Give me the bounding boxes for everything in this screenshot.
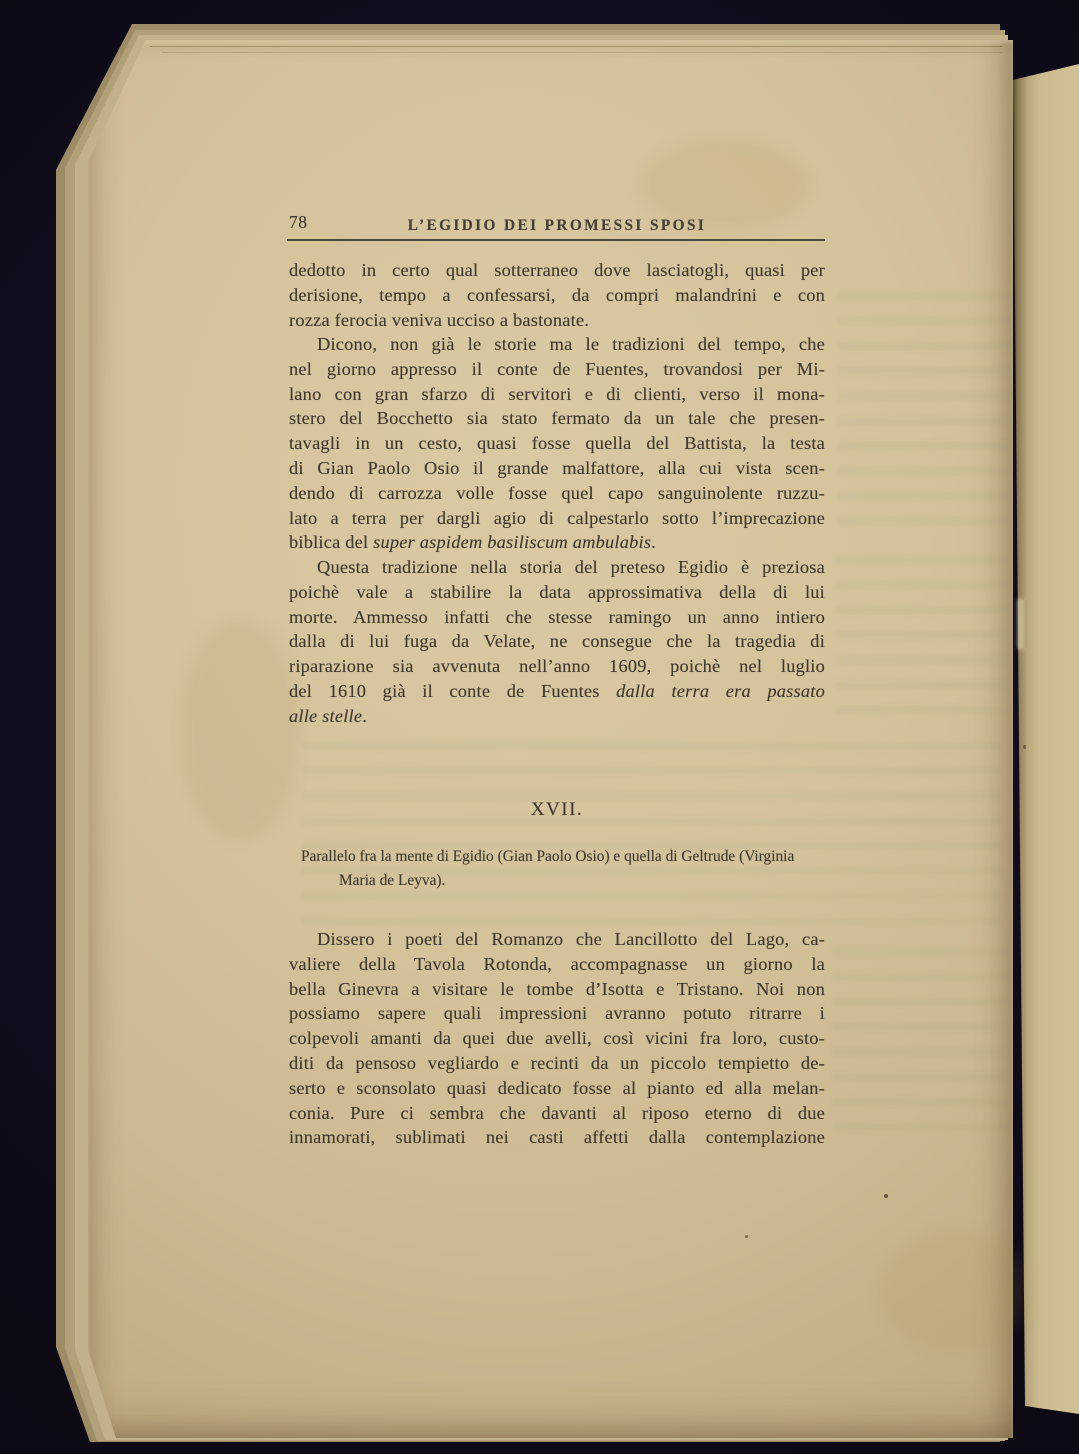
text-line: serto e sconsolato quasi dedicato fosse al pianto ed alla melan- — [289, 1077, 825, 1098]
paper-speck — [884, 1194, 888, 1198]
text-line: tavagli in un cesto, quasi fosse quella del Battista, la testa — [289, 433, 825, 454]
text-line: derisione, tempo a confessarsi, da compri malandrini e con — [289, 284, 825, 305]
text-line: colpevoli amanti da quei due avelli, così vicini fra loro, custo- — [289, 1028, 825, 1049]
gutter-stain — [1017, 598, 1024, 650]
text-line: riparazione sia avvenuta nell’anno 1609, poichè nel luglio — [289, 656, 825, 677]
running-title: L’EGIDIO DEI PROMESSI SPOSI — [407, 217, 707, 234]
text-line: di Gian Paolo Osio il grande malfattore, alla cui vista scen- — [289, 457, 825, 478]
paragraph — [289, 927, 825, 1150]
ink-bleedthrough — [302, 742, 1002, 938]
text-line: diti da pensoso vegliardo e recinti da un piccolo tempietto de- — [289, 1052, 825, 1073]
caption-line: Parallelo fra la mente di Egidio (Gian Paolo Osio) e quella di Geltrude (Virginia — [301, 848, 795, 865]
facing-page-edge — [1013, 64, 1079, 1414]
text-line: nel giorno appresso il conte de Fuentes, trovandosi per Mi- — [289, 358, 825, 379]
text-line: dedotto in certo qual sotterraneo dove lasciatogli, quasi per — [289, 260, 825, 280]
text-line: bella Ginevra a visitare le tombe d’Isotta e Tristano. Noi non — [289, 978, 825, 999]
ink-bleedthrough — [838, 292, 1010, 528]
foxing-stain — [180, 620, 300, 840]
paragraph — [289, 332, 825, 555]
text-line: lano con gran sfarzo di servitori e di clienti, verso il mona- — [289, 383, 825, 404]
ink-bleedthrough — [836, 556, 1008, 724]
text-line: stero del Bocchetto sia stato fermato da un tale che presen- — [289, 408, 825, 429]
text-line: morte. Ammesso infatti che stesse ramingo un anno intiero — [289, 606, 825, 627]
page-top-ridge — [162, 52, 1002, 53]
caption-line: Maria de Leyva). — [339, 871, 446, 889]
text-line: conia. Pure ci sembra che davanti al riposo eterno di due — [289, 1102, 825, 1123]
text-line: Questa tradizione nella storia del preteso Egidio è preziosa — [317, 557, 825, 577]
text-line: poichè vale a stabilire la data approssimativa della di lui — [289, 581, 825, 602]
text-line: innamorati, sublimati nei casti affetti dalla contemplazione — [289, 1127, 825, 1148]
text-line: biblica del super aspidem basiliscum ambulabis. — [289, 532, 656, 553]
page-number: 78 — [289, 212, 308, 232]
text-line: dendo di carrozza volle fosse quel capo sanguinolente ruzzu- — [289, 482, 825, 503]
text-line: rozza ferocia veniva ucciso a bastonate. — [289, 309, 590, 330]
ink-bleedthrough — [832, 948, 1008, 1148]
text-line: alle stelle. — [289, 705, 367, 726]
text-line: dalla di lui fuga da Velate, ne consegue che la tragedia di — [289, 631, 825, 652]
text-line: del 1610 già il conte de Fuentes dalla terra era passato — [289, 680, 825, 701]
text-line: Dissero i poeti del Romanzo che Lancillotto del Lago, ca- — [317, 929, 825, 949]
foxing-stain — [880, 1230, 1030, 1350]
paragraph — [289, 555, 825, 729]
text-line: possiamo sapere quali impressioni avranno potuto ritrarre i — [289, 1003, 825, 1024]
page-top-ridge — [150, 46, 1002, 47]
text-line: lato a terra per dargli agio di calpestarlo sotto l’imprecazione — [289, 507, 825, 528]
text-line: Dicono, non già le storie ma le tradizioni del tempo, che — [317, 334, 825, 354]
paragraph — [289, 258, 825, 332]
header-rule — [287, 239, 825, 241]
paper-speck — [745, 1235, 748, 1238]
paper-speck — [1023, 745, 1026, 749]
text-line: valiere della Tavola Rotonda, accompagnasse un giorno la — [289, 953, 825, 974]
section-heading: XVII. — [530, 799, 584, 820]
section-caption — [289, 845, 825, 892]
